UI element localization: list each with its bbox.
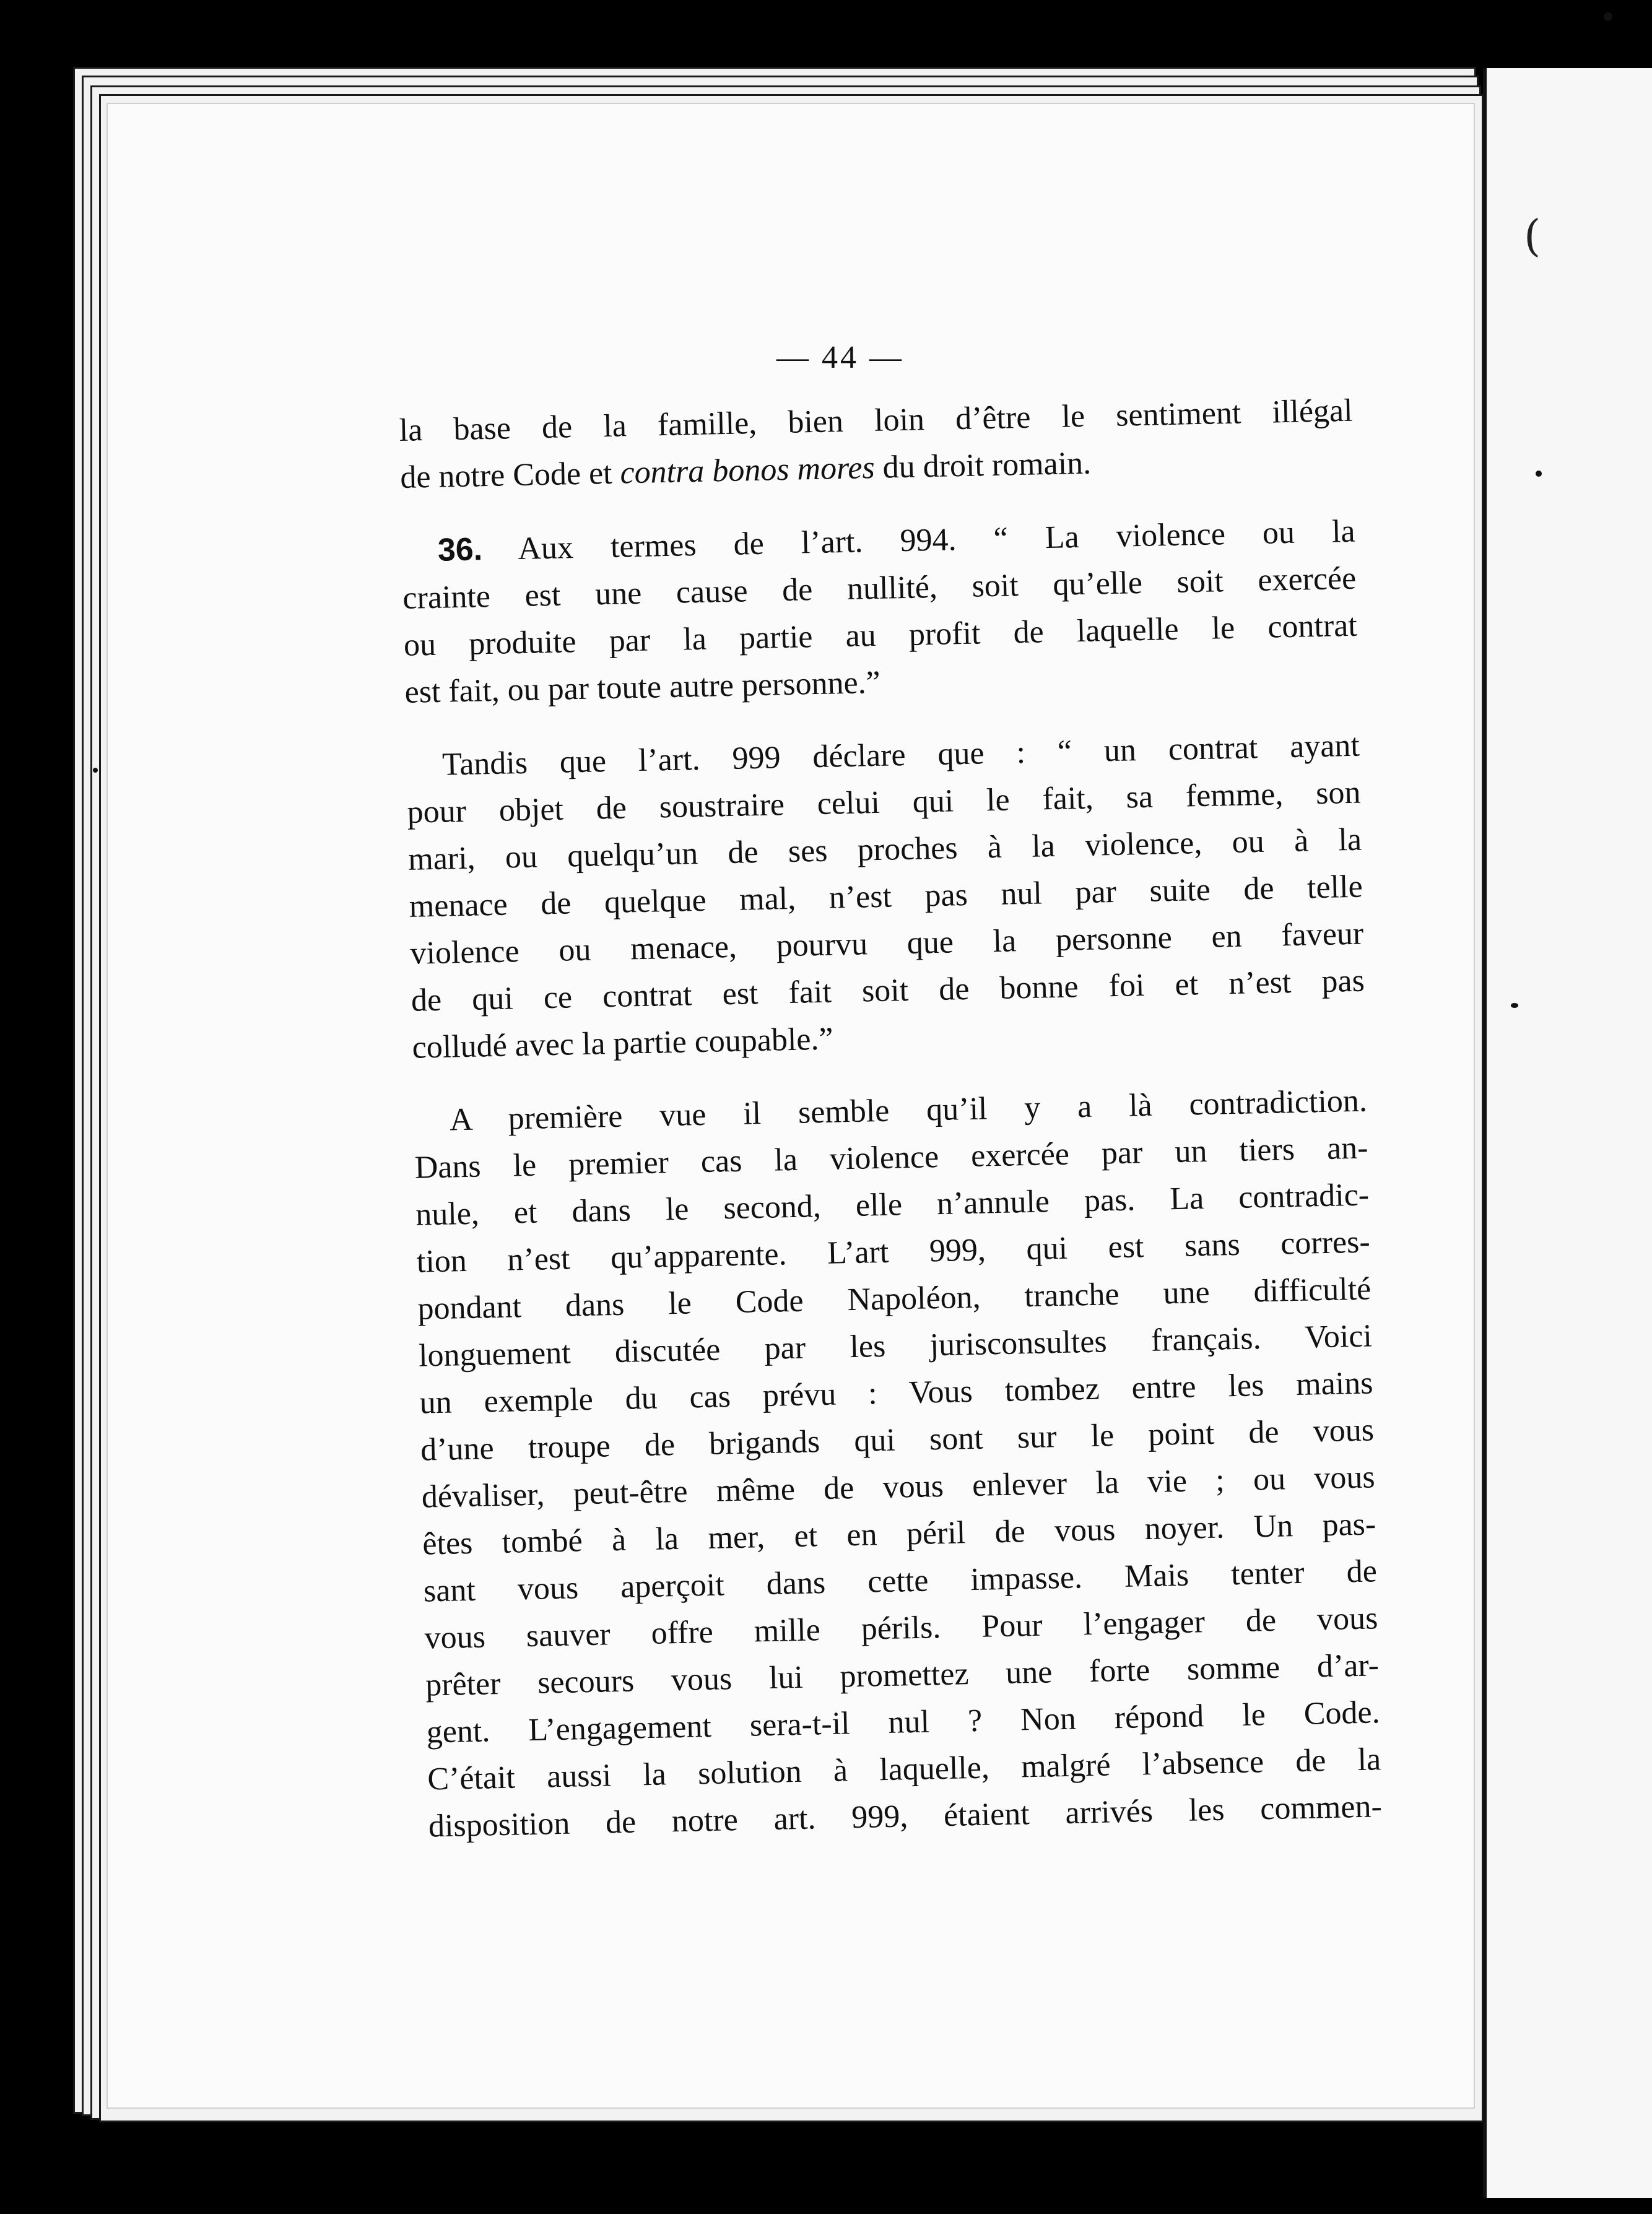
text-segment: êtes tombé à la mer, et en péril de vous noyer. Un pas- [422, 1506, 1376, 1562]
scan-speck [1511, 1003, 1518, 1008]
text-segment: dévaliser, peut-être même de vous enlever la vie ; ou vous [421, 1459, 1376, 1515]
text-segment: Dans le premier cas la violence exercée par un tiers an- [414, 1130, 1368, 1186]
text-segment: Aux termes de l’art. 994. “ La violence ou la [482, 513, 1356, 568]
text-segment: menace de quelque mal, n’est pas nul par suite de telle [409, 869, 1363, 924]
text-segment: tion n’est qu’apparente. L’art 999, qui est sans corres- [416, 1224, 1371, 1280]
text-segment: longuement discutée par les jurisconsultes français. Voici [418, 1318, 1373, 1374]
text-segment: A première vue il semble qu’il y a là contradiction. [449, 1083, 1368, 1138]
text-segment: la base de la famille, bien loin d’être le sentiment illégal [399, 393, 1354, 448]
scan-speck [93, 768, 98, 773]
text-segment: pondant dans le Code Napoléon, tranche une difficulté [417, 1271, 1372, 1327]
text-segment: prêter secours vous lui promettez une forte somme d’ar- [425, 1647, 1380, 1703]
scan-speck [1536, 471, 1542, 477]
section-number: 36. [437, 531, 483, 568]
text-segment: contra bonos mores [619, 449, 876, 491]
text-segment: gent. L’engagement sera-t-il nul ? Non répond le Code. [426, 1695, 1381, 1750]
bracket-mark: ( [1524, 211, 1541, 261]
text-segment: nule, et dans le second, elle n’annule pas. La contradic- [415, 1177, 1370, 1233]
text-segment: Tandis que l’art. 999 déclare que : “ un contrat ayant [441, 727, 1360, 783]
text-segment: de notre Code et [399, 455, 621, 495]
book-page [107, 103, 1475, 2109]
text-segment: du droit romain. [874, 445, 1092, 485]
text-segment: pour objet de soustraire celui qui le fait, sa femme, son [407, 775, 1361, 830]
body-text [399, 388, 1382, 1851]
text-segment: disposition de notre art. 999, étaient arrivés les commen- [428, 1789, 1383, 1844]
text-segment: C’était aussi la solution à laquelle, malgré l’absence de la [427, 1742, 1381, 1797]
facing-page-edge [1483, 68, 1652, 2198]
text-segment: crainte est une cause de nullité, soit qu’elle soit exercée [402, 560, 1357, 616]
text-segment: de qui ce contrat est fait soit de bonne foi et n’est pas [411, 963, 1365, 1018]
scan-speck [1604, 12, 1612, 21]
text-segment: d’une troupe de brigands qui sont sur le point de vous [420, 1412, 1375, 1468]
text-segment: mari, ou quelqu’un de ses proches à la violence, ou à la [407, 822, 1362, 877]
text-segment: sant vous aperçoit dans cette impasse. Mais tenter de [423, 1553, 1378, 1609]
text-segment: violence ou menace, pourvu que la personne en faveur [409, 916, 1364, 971]
text-segment: est fait, ou par toute autre personne.” [404, 664, 881, 710]
text-segment: un exemple du cas prévu : Vous tombez entre les mains [419, 1365, 1373, 1421]
text-segment: ou produite par la partie au profit de laquelle le contrat [403, 607, 1358, 663]
text-segment: colludé avec la partie coupable.” [412, 1021, 834, 1066]
page-number: — 44 — [776, 340, 904, 375]
text-segment: vous sauver offre mille périls. Pour l’engager de vous [424, 1600, 1378, 1656]
